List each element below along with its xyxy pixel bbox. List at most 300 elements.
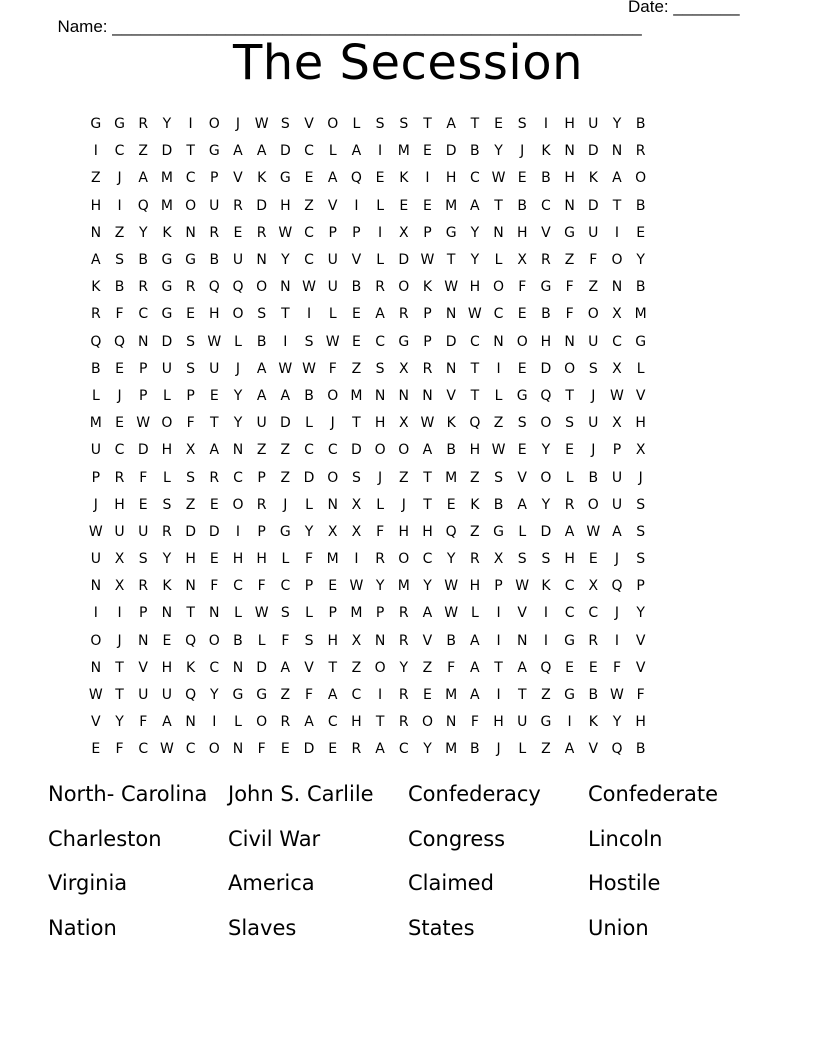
grid-letter: F [210, 578, 219, 595]
grid-letter: I [235, 523, 241, 540]
grid-letter: K [470, 496, 480, 513]
grid-letter: U [611, 469, 623, 486]
grid-letter: O [208, 632, 220, 649]
grid-letter: U [209, 360, 220, 377]
grid-letter: E [446, 496, 456, 513]
grid-letter: L [234, 605, 242, 622]
grid-letter: L [470, 605, 479, 622]
grid-letter: K [422, 279, 433, 296]
grid-letter: B [209, 252, 220, 269]
grid-letter: E [351, 306, 361, 323]
grid-letter: F [186, 415, 195, 432]
grid-row [84, 193, 653, 220]
grid-letter: C [114, 442, 125, 459]
grid-letter: E [636, 224, 646, 241]
grid-letter: N [493, 333, 504, 350]
grid-letter: Y [446, 551, 456, 568]
grid-letter: L [305, 605, 313, 622]
grid-letter: F [139, 469, 148, 486]
grid-letter: O [398, 279, 410, 296]
grid-letter: Q [540, 387, 552, 404]
grid-letter: P [138, 360, 148, 377]
grid-letter: Q [232, 279, 244, 296]
grid-letter: E [115, 360, 124, 377]
grid-letter: E [138, 496, 148, 513]
grid-letter: R [398, 714, 409, 731]
grid-letter: D [161, 143, 173, 160]
grid-letter: E [517, 306, 527, 323]
grid-letter: E [494, 116, 503, 133]
grid-letter: D [351, 442, 362, 459]
grid-row [84, 356, 653, 383]
grid-letter: U [327, 279, 338, 296]
grid-letter: O [587, 496, 599, 513]
grid-letter: S [304, 632, 314, 649]
grid-letter: B [351, 279, 362, 296]
grid-letter: B [446, 442, 456, 459]
grid-letter: R [375, 551, 385, 568]
grid-letter: Y [612, 714, 622, 731]
grid-letter: I [614, 224, 620, 241]
grid-letter: Q [350, 170, 362, 187]
grid-letter: L [376, 252, 384, 269]
grid-letter: E [351, 333, 361, 350]
grid-letter: W [467, 306, 482, 323]
grid-letter: Y [423, 578, 432, 595]
grid-letter: J [614, 605, 620, 622]
grid-letter: X [612, 415, 622, 432]
grid-letter: J [496, 741, 501, 758]
grid-letter: A [327, 170, 338, 187]
grid-letter: A [612, 170, 622, 187]
grid-letter: P [91, 469, 101, 486]
grid-letter: U [161, 687, 173, 704]
grid-letter: Z [541, 741, 551, 758]
grid-letter: O [540, 469, 552, 486]
grid-letter: S [257, 306, 267, 323]
grid-letter: U [588, 333, 599, 350]
grid-letter: J [378, 469, 383, 486]
grid-letter: K [162, 224, 172, 241]
grid-letter: N [90, 224, 102, 241]
grid-letter: B [470, 143, 480, 160]
grid-letter: I [614, 632, 620, 649]
grid-letter: O [232, 496, 244, 513]
word-list-item: Charleston [48, 826, 162, 851]
grid-letter: H [540, 333, 552, 350]
grid-letter: U [327, 252, 338, 269]
grid-letter: A [256, 360, 267, 377]
grid-letter: O [232, 306, 244, 323]
grid-letter: Z [422, 659, 433, 676]
grid-letter: F [305, 551, 314, 568]
grid-letter: G [398, 333, 410, 350]
grid-letter: Y [470, 224, 480, 241]
grid-letter: B [635, 116, 646, 133]
grid-letter: H [564, 116, 575, 133]
word-list-item: Hostile [588, 871, 661, 896]
grid-letter: D [303, 741, 315, 758]
grid-letter: A [351, 143, 362, 160]
grid-letter: C [304, 442, 314, 459]
grid-letter: H [374, 415, 386, 432]
grid-letter: B [304, 387, 314, 404]
grid-letter: Y [636, 605, 645, 622]
grid-letter: C [327, 714, 338, 731]
grid-letter: M [397, 143, 410, 160]
word-list-item: John S. Carlile [228, 782, 374, 806]
grid-letter: M [445, 469, 458, 486]
grid-letter: W [515, 578, 530, 595]
grid-letter: E [375, 170, 385, 187]
grid-letter: B [256, 333, 267, 350]
grid-letter: O [398, 551, 410, 568]
word-list-item: North- Carolina [48, 782, 208, 806]
grid-letter: G [185, 252, 197, 269]
grid-letter: A [375, 306, 385, 323]
grid-letter: V [327, 197, 338, 214]
grid-letter: R [588, 632, 599, 649]
grid-letter: I [543, 605, 548, 622]
grid-letter: O [374, 659, 386, 676]
grid-row [84, 301, 653, 328]
word-list-item: Nation [48, 916, 117, 941]
grid-letter: J [591, 387, 596, 404]
word-list-item: Civil War [228, 826, 321, 851]
grid-letter: N [611, 143, 623, 160]
grid-letter: G [161, 306, 173, 323]
grid-letter: E [588, 659, 598, 676]
grid-letter: B [517, 197, 528, 214]
grid-letter: H [564, 170, 575, 187]
grid-letter: R [90, 306, 101, 323]
grid-letter: L [305, 415, 313, 432]
grid-row [84, 329, 653, 356]
grid-letter: Z [588, 279, 599, 296]
grid-letter: F [565, 279, 574, 296]
word-list-item: America [228, 871, 315, 896]
grid-letter: B [541, 170, 551, 187]
grid-letter: X [635, 442, 646, 459]
grid-row [84, 736, 653, 763]
grid-letter: Z [304, 197, 314, 214]
grid-letter: P [494, 578, 503, 595]
grid-letter: F [565, 306, 574, 323]
grid-letter: N [280, 279, 291, 296]
grid-letter: O [540, 415, 552, 432]
word-list-item: Congress [408, 826, 506, 851]
grid-letter: F [376, 523, 385, 540]
grid-letter: R [138, 116, 149, 133]
grid-letter: L [163, 387, 171, 404]
grid-letter: H [422, 523, 433, 540]
grid-letter: Q [540, 659, 552, 676]
grid-letter: M [445, 197, 458, 214]
grid-letter: C [185, 170, 196, 187]
grid-letter: L [636, 360, 645, 377]
grid-letter: E [565, 659, 575, 676]
grid-letter: R [398, 605, 409, 622]
grid-letter: Z [280, 469, 291, 486]
grid-letter: G [114, 116, 125, 133]
grid-row [84, 546, 653, 573]
grid-letter: W [444, 578, 459, 595]
grid-letter: H [209, 306, 220, 323]
grid-letter: M [160, 197, 173, 214]
grid-letter: T [186, 143, 195, 160]
grid-letter: Z [351, 360, 362, 377]
grid-letter: T [375, 714, 385, 731]
grid-letter: F [257, 578, 266, 595]
grid-letter: J [283, 496, 288, 513]
grid-letter: L [376, 197, 384, 214]
grid-letter: U [138, 687, 149, 704]
grid-row [84, 138, 653, 165]
grid-letter: O [611, 252, 623, 269]
grid-letter: P [257, 523, 266, 540]
grid-letter: W [444, 605, 459, 622]
grid-letter: M [445, 741, 458, 758]
grid-letter: S [494, 469, 503, 486]
grid-letter: H [232, 551, 244, 568]
grid-letter: I [567, 714, 572, 731]
grid-letter: O [493, 279, 505, 296]
grid-letter: N [422, 387, 433, 404]
grid-row [84, 410, 653, 437]
grid-letter: T [494, 659, 503, 676]
grid-letter: R [233, 197, 243, 214]
word-list-item: Slaves [228, 916, 297, 941]
grid-letter: N [161, 605, 173, 622]
grid-letter: O [327, 469, 339, 486]
grid-letter: Y [233, 415, 243, 432]
word-search-grid [84, 111, 653, 764]
grid-letter: H [256, 551, 267, 568]
grid-letter: T [423, 496, 432, 513]
grid-letter: Q [208, 279, 220, 296]
grid-letter: L [376, 496, 384, 513]
grid-letter: S [399, 116, 409, 133]
grid-letter: D [540, 360, 552, 377]
grid-letter: N [374, 387, 386, 404]
word-list-item: Confederate [588, 782, 719, 806]
grid-letter: N [232, 442, 244, 459]
grid-letter: G [564, 632, 576, 649]
grid-letter: H [351, 714, 362, 731]
grid-letter: C [209, 659, 220, 676]
grid-letter: G [564, 224, 576, 241]
grid-letter: C [351, 687, 362, 704]
grid-letter: C [612, 333, 622, 350]
grid-letter: F [518, 279, 527, 296]
grid-letter: R [398, 632, 409, 649]
grid-letter: H [398, 523, 410, 540]
grid-letter: Q [611, 741, 623, 758]
grid-row [84, 437, 653, 464]
grid-letter: M [397, 578, 410, 595]
grid-letter: A [256, 387, 267, 404]
grid-letter: D [540, 523, 552, 540]
grid-letter: Y [541, 496, 551, 513]
grid-letter: R [469, 551, 480, 568]
grid-letter: F [612, 659, 621, 676]
name-field: Name: ________________________________________________________ [57, 17, 642, 36]
grid-letter: P [375, 605, 385, 622]
grid-letter: V [541, 224, 551, 241]
grid-letter: K [399, 170, 409, 187]
grid-letter: F [281, 632, 290, 649]
grid-letter: J [235, 116, 241, 133]
grid-letter: C [564, 605, 575, 622]
grid-letter: D [137, 442, 149, 459]
grid-letter: R [398, 306, 409, 323]
grid-letter: H [469, 442, 481, 459]
grid-letter: P [186, 387, 195, 404]
grid-letter: E [328, 741, 338, 758]
grid-letter: S [351, 469, 361, 486]
grid-row [84, 165, 653, 192]
grid-row [84, 682, 653, 709]
grid-letter: X [351, 496, 362, 513]
grid-letter: S [115, 252, 124, 269]
grid-letter: U [209, 197, 220, 214]
grid-letter: C [280, 578, 291, 595]
grid-letter: P [138, 605, 148, 622]
grid-letter: W [420, 415, 435, 432]
grid-letter: A [304, 714, 314, 731]
grid-letter: Z [91, 170, 101, 187]
grid-letter: U [161, 360, 173, 377]
grid-letter: P [423, 333, 432, 350]
grid-letter: R [351, 741, 362, 758]
grid-letter: W [420, 252, 435, 269]
word-list [48, 776, 768, 955]
grid-letter: F [115, 741, 124, 758]
grid-letter: P [423, 224, 432, 241]
grid-letter: Y [541, 442, 551, 459]
grid-letter: D [256, 659, 268, 676]
grid-letter: E [209, 496, 219, 513]
grid-letter: Y [162, 116, 172, 133]
grid-letter: I [212, 714, 217, 731]
grid-letter: X [114, 551, 125, 568]
grid-letter: H [469, 578, 481, 595]
grid-letter: M [445, 687, 458, 704]
grid-letter: T [470, 360, 480, 377]
grid-letter: C [564, 578, 575, 595]
grid-letter: D [256, 197, 268, 214]
grid-letter: I [496, 605, 501, 622]
grid-letter: I [117, 605, 122, 622]
grid-letter: L [234, 714, 242, 731]
grid-letter: Z [541, 687, 551, 704]
grid-letter: Q [185, 632, 197, 649]
grid-letter: H [516, 224, 528, 241]
grid-letter: Z [114, 224, 125, 241]
grid-letter: G [279, 170, 291, 187]
grid-letter: B [541, 306, 551, 323]
grid-letter: V [233, 170, 243, 187]
grid-letter: K [588, 714, 598, 731]
grid-letter: U [90, 442, 101, 459]
grid-letter: V [304, 659, 314, 676]
grid-letter: Q [137, 197, 149, 214]
grid-letter: N [398, 387, 410, 404]
grid-letter: C [422, 551, 433, 568]
grid-letter: S [186, 469, 196, 486]
grid-row [84, 519, 653, 546]
grid-letter: Y [612, 116, 622, 133]
date-field: Date: _______ [628, 0, 740, 16]
grid-letter: M [350, 605, 363, 622]
grid-letter: G [516, 387, 528, 404]
grid-letter: Z [398, 469, 409, 486]
grid-letter: S [517, 415, 527, 432]
grid-letter: T [281, 306, 290, 323]
grid-row [84, 464, 653, 491]
grid-letter: T [115, 659, 124, 676]
grid-letter: N [516, 632, 528, 649]
grid-letter: K [588, 170, 598, 187]
grid-letter: U [256, 415, 267, 432]
grid-letter: J [330, 415, 335, 432]
grid-row [84, 600, 653, 627]
grid-letter: S [517, 551, 527, 568]
grid-letter: E [517, 170, 527, 187]
grid-letter: H [280, 197, 291, 214]
grid-letter: G [161, 279, 173, 296]
grid-letter: W [278, 360, 293, 377]
grid-letter: R [114, 469, 125, 486]
grid-row [84, 274, 653, 301]
grid-letter: A [446, 116, 456, 133]
grid-letter: F [257, 741, 266, 758]
grid-letter: G [208, 143, 220, 160]
grid-letter: E [209, 551, 219, 568]
grid-letter: R [185, 279, 196, 296]
grid-letter: N [232, 659, 244, 676]
grid-letter: D [279, 143, 291, 160]
grid-letter: C [138, 741, 149, 758]
grid-letter: G [540, 279, 552, 296]
grid-letter: A [422, 442, 433, 459]
grid-letter: E [280, 741, 290, 758]
grid-letter: N [232, 741, 244, 758]
word-list-item: Lincoln [588, 826, 663, 851]
grid-letter: I [378, 143, 383, 160]
grid-letter: H [635, 415, 646, 432]
grid-letter: B [470, 741, 480, 758]
grid-row [84, 628, 653, 655]
grid-letter: V [517, 469, 527, 486]
grid-letter: W [302, 360, 316, 377]
grid-letter: K [446, 415, 456, 432]
grid-letter: F [636, 687, 645, 704]
grid-letter: L [328, 306, 337, 323]
grid-letter: N [445, 306, 457, 323]
grid-letter: T [612, 197, 622, 214]
grid-letter: X [517, 252, 528, 269]
grid-letter: S [186, 360, 196, 377]
grid-letter: C [233, 578, 243, 595]
grid-letter: B [446, 632, 456, 649]
grid-letter: Z [470, 523, 480, 540]
grid-letter: Y [470, 252, 480, 269]
grid-letter: A [422, 605, 433, 622]
grid-letter: N [564, 143, 575, 160]
grid-letter: A [470, 632, 480, 649]
grid-letter: P [328, 224, 337, 241]
